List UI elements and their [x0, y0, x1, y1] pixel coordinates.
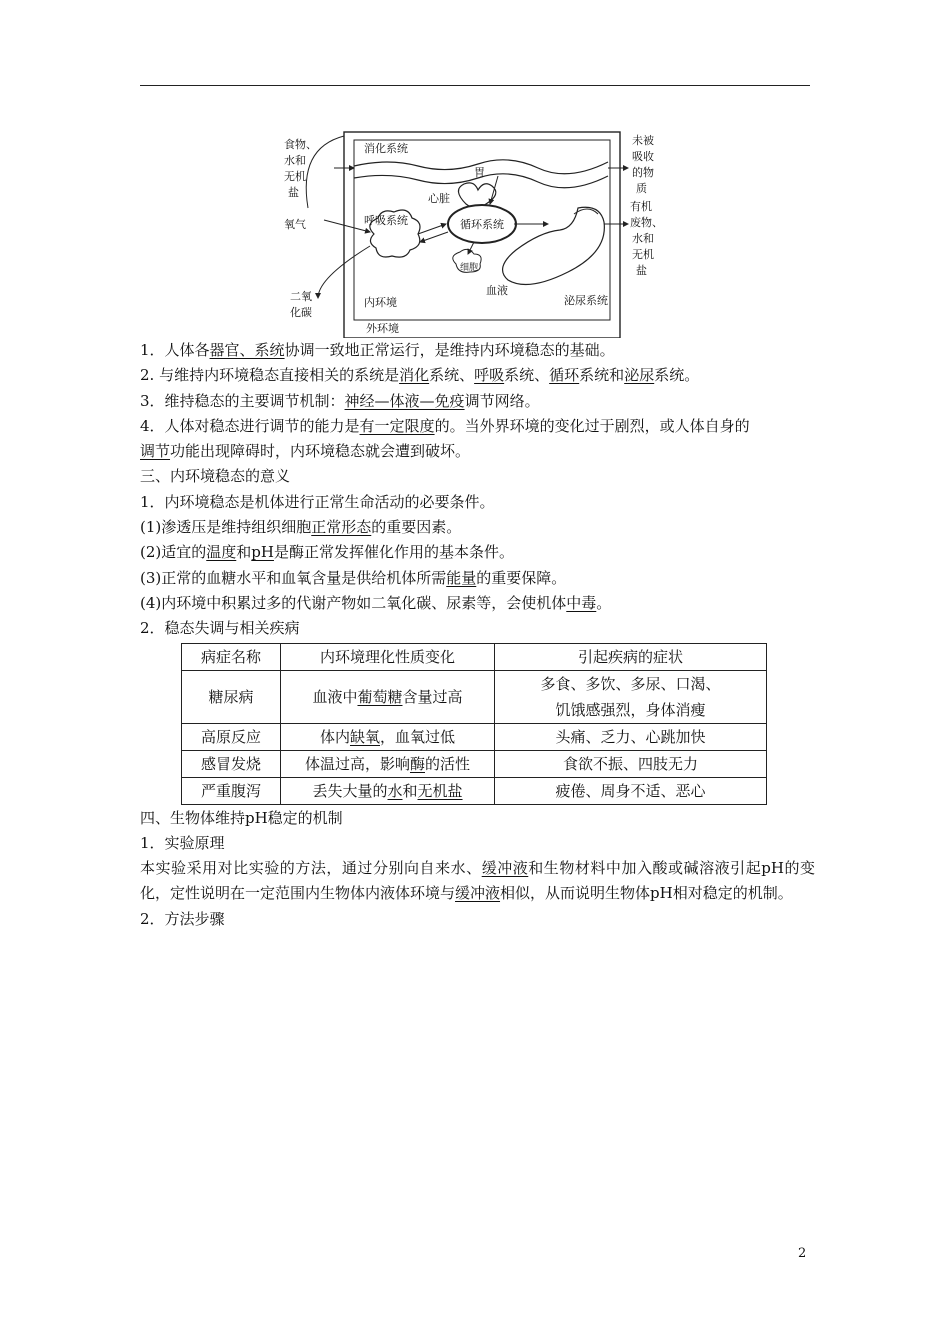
diag-stomach: 胃: [474, 166, 485, 179]
diag-internal-env: 内环境: [364, 296, 397, 309]
table-row: [182, 777, 767, 804]
table-cell: 疲倦、周身不适、恶心: [495, 777, 767, 804]
diag-heart: 心脏: [428, 192, 450, 205]
diag-right-top-3: 的物: [632, 166, 654, 179]
diag-right-bottom-3: 水和: [632, 232, 654, 245]
table-cell: 头痛、乏力、心跳加快: [495, 723, 767, 750]
diag-co2-1: 二氧: [290, 290, 312, 303]
document-body: [140, 338, 815, 932]
diag-external-env: 外环境: [366, 322, 399, 335]
disease-table: [181, 643, 767, 805]
diag-cell: 细胞: [460, 263, 479, 273]
significance-1c: (3)正常的血糖水平和血氧含量是供给机体所需能量的重要保障。: [140, 568, 567, 587]
diag-right-bottom-4: 无机: [632, 248, 654, 261]
method-steps-title: 2．方法步骤: [140, 909, 225, 928]
diag-food-4: 盐: [288, 186, 299, 199]
section-heading-3: 三、内环境稳态的意义: [140, 467, 291, 486]
significance-2: 2．稳态失调与相关疾病: [140, 619, 300, 638]
diag-digestive: 消化系统: [364, 142, 408, 155]
table-cell: 多食、多饮、多尿、口渴、 饥饿感强烈，身体消瘦: [495, 670, 767, 723]
diag-blood: 血液: [486, 284, 508, 297]
diag-circulatory: 循环系统: [460, 218, 504, 231]
diag-right-bottom-5: 盐: [636, 264, 647, 277]
table-cell: 糖尿病: [182, 670, 281, 723]
section-heading-4: 四、生物体维持pH稳定的机制: [140, 808, 343, 827]
significance-1d: (4)内环境中积累过多的代谢产物如二氧化碳、尿素等，会使机体中毒。: [140, 593, 612, 612]
diag-co2-2: 化碳: [290, 306, 312, 319]
significance-1a: (1)渗透压是维持组织细胞正常形态的重要因素。: [140, 518, 462, 537]
table-cell: 血液中葡萄糖含量过高: [281, 670, 495, 723]
diag-food-1: 食物、: [284, 138, 317, 151]
experiment-principle-title: 1．实验原理: [140, 833, 225, 852]
diag-urinary: 泌尿系统: [564, 294, 608, 307]
diag-respiratory: 呼吸系统: [364, 214, 408, 227]
internal-environment-diagram: [278, 128, 670, 338]
table-cell: 丢失大量的水和无机盐: [281, 777, 495, 804]
diag-right-top-2: 吸收: [632, 150, 654, 163]
table-cell: 高原反应: [182, 723, 281, 750]
table-cell: 感冒发烧: [182, 750, 281, 777]
table-cell: 严重腹泻: [182, 777, 281, 804]
table-row: [182, 670, 767, 723]
table-header-row: [182, 643, 767, 670]
diag-food-2: 水和: [284, 154, 306, 167]
table-header: 病症名称: [182, 643, 281, 670]
table-cell: 体内缺氧，血氧过低: [281, 723, 495, 750]
significance-1b: (2)适宜的温度和pH是酶正常发挥催化作用的基本条件。: [140, 543, 514, 562]
item-2: 2. 与维持内环境稳态直接相关的系统是消化系统、呼吸系统、循环系统和泌尿系统。: [140, 366, 700, 385]
table-cell: 食欲不振、四肢无力: [495, 750, 767, 777]
diag-right-top-1: 未被: [632, 134, 654, 147]
diag-food-3: 无机: [284, 170, 306, 183]
diag-right-bottom-2: 废物、: [630, 216, 663, 229]
urinary-shape: [503, 207, 605, 284]
page-number: 2: [798, 1246, 807, 1261]
header-rule: [140, 85, 810, 86]
item-4-cont: 调节功能出现障碍时，内环境稳态就会遭到破坏。: [140, 442, 471, 461]
item-3: 3．维持稳态的主要调节机制：神经—体液—免疫调节网络。: [140, 391, 540, 410]
table-row: [182, 723, 767, 750]
diag-right-bottom-1: 有机: [630, 200, 652, 213]
table-row: [182, 750, 767, 777]
diag-right-top-4: 质: [636, 182, 647, 195]
item-4: 4．人体对稳态进行调节的能力是有一定限度的。当外界环境的变化过于剧烈，或人体自身的: [140, 416, 750, 435]
experiment-principle-text: 本实验采用对比实验的方法，通过分别向自来水、缓冲液和生物材料中加入酸或碱溶液引起pH的变化，定性说明在一定范围内生物体内液体环境与缓冲液相似，从而说明生物体pH相对稳定的机制。: [140, 859, 815, 903]
diag-oxygen: 氧气: [284, 218, 306, 231]
item-1: 1．人体各器官、系统协调一致地正常运行，是维持内环境稳态的基础。: [140, 341, 615, 359]
table-header: 内环境理化性质变化: [281, 643, 495, 670]
table-cell: 体温过高，影响酶的活性: [281, 750, 495, 777]
table-header: 引起疾病的症状: [495, 643, 767, 670]
significance-1: 1．内环境稳态是机体进行正常生命活动的必要条件。: [140, 492, 495, 511]
